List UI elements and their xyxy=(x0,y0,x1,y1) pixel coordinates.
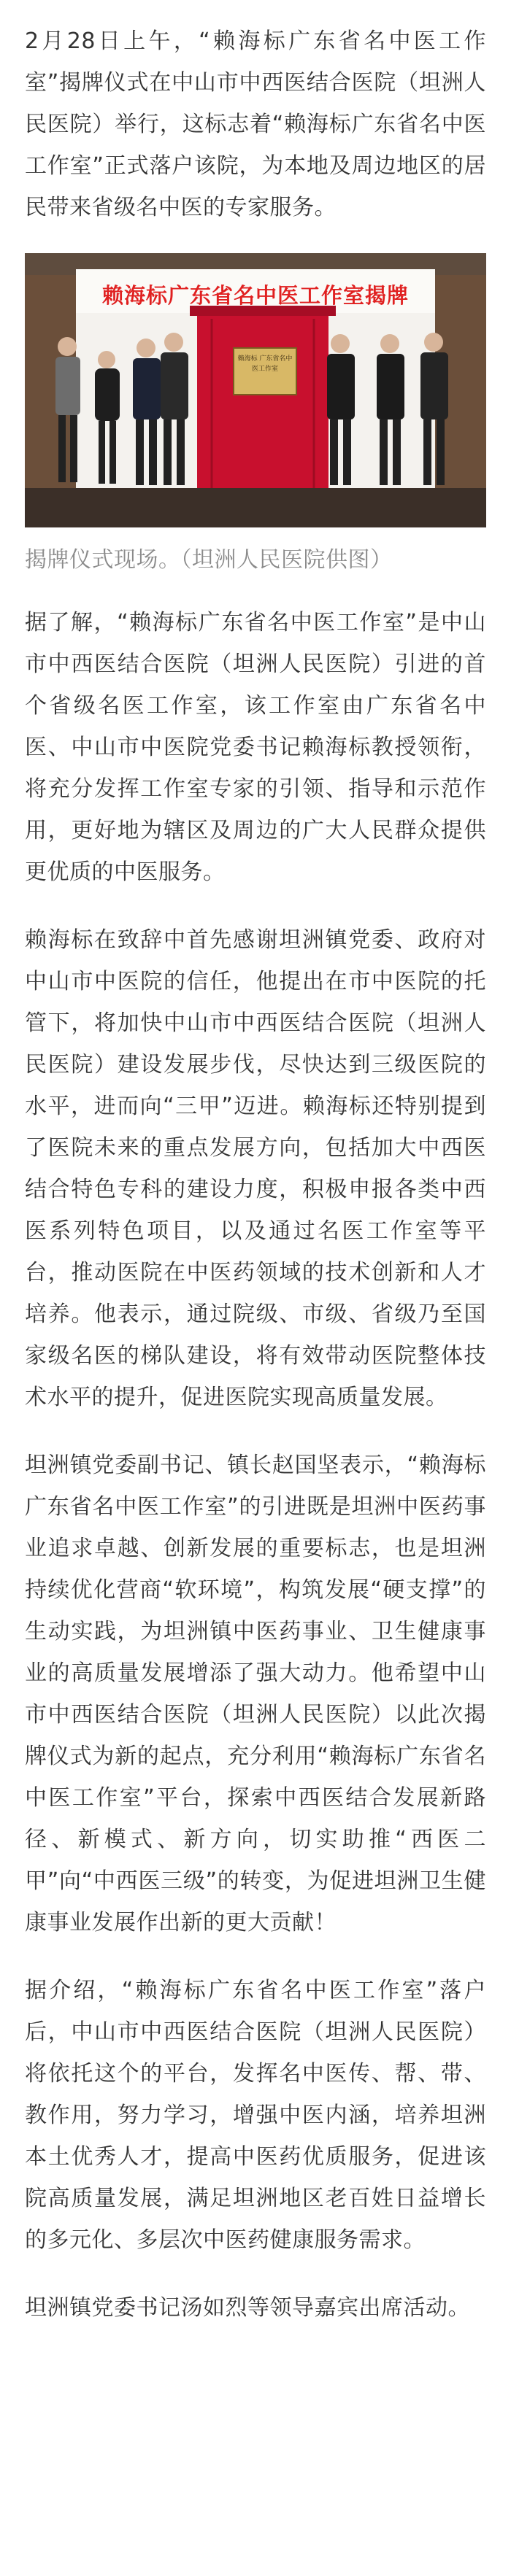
article-paragraph-6: 坦洲镇党委书记汤如烈等领导嘉宾出席活动。 xyxy=(25,2295,470,2321)
article-paragraph-4: 坦洲镇党委副书记、镇长赵国坚表示，“赖海标广东省名中医工作室”的引进既是坦洲中医药事业追求卓越、创新发展的重要标志，也是坦洲持续优化营商“软环境”，构筑发展“硬支撑”的生动实践，为坦洲镇中医药事业、卫生健康事业的高质量发展增添了强大动力。他希望中山市中西医结合医院（坦洲人民医院）以此次揭牌仪式为新的起点，充分利用“赖海标广东省名中医工作室”平台，探索中西医结合发展新路径、新模式、新方向，切实助推“西医二甲”向“中西医三级”的转变，为促进坦洲卫生健康事业发展作出新的更大贡献！ xyxy=(25,1453,486,1935)
article-paragraph-2: 据了解，“赖海标广东省名中医工作室”是中山市中西医结合医院（坦洲人民医院）引进的首个省级名医工作室，该工作室由广东省名中医、中山市中医院党委书记赖海标教授领衔，将充分发挥工作室专家的引领、指导和示范作用，更好地为辖区及周边的广大人民群众提供更优质的中医服务。 xyxy=(25,610,486,885)
figure-caption: 揭牌仪式现场。（坦洲人民医院供图） xyxy=(25,547,393,573)
article-figure xyxy=(25,253,486,577)
ceremony-photo xyxy=(25,253,486,527)
ceremony-banner-text: 赖海标广东省名中医工作室揭牌 xyxy=(101,283,409,308)
article-paragraph-3: 赖海标在致辞中首先感谢坦洲镇党委、政府对中山市中医院的信任，他提出在市中医院的托管下，将加快中山市中西医结合医院（坦洲人民医院）建设发展步伐，尽快达到三级医院的水平，进而向“三甲”迈进。赖海标还特别提到了医院未来的重点发展方向，包括加大中西医结合特色专科的建设力度，积极申报各类中西医系列特色项目，以及通过名医工作室等平台，推动医院在中医药领域的技术创新和人才培养。他表示，通过院级、市级、省级乃至国家级名医的梯队建设，将有效带动医院整体技术水平的提升，促进医院实现高质量发展。 xyxy=(25,927,486,1410)
plaque-text: 赖海标 广东省名中医工作室 xyxy=(237,355,293,373)
article-paragraph-1: 2月28日上午，“赖海标广东省名中医工作室”揭牌仪式在中山市中西医结合医院（坦洲人民医院）举行，这标志着“赖海标广东省名中医工作室”正式落户该院，为本地及周边地区的居民带来省级名中医的专家服务。 xyxy=(25,28,486,220)
article-paragraph-5: 据介绍，“赖海标广东省名中医工作室”落户后，中山市中西医结合医院（坦洲人民医院）将依托这个的平台，发挥名中医传、帮、带、教作用，努力学习，增强中医内涵，培养坦洲本土优秀人才，提高中医药优质服务，促进该院高质量发展，满足坦洲地区老百姓日益增长的多元化、多层次中医药健康服务需求。 xyxy=(25,1978,486,2253)
